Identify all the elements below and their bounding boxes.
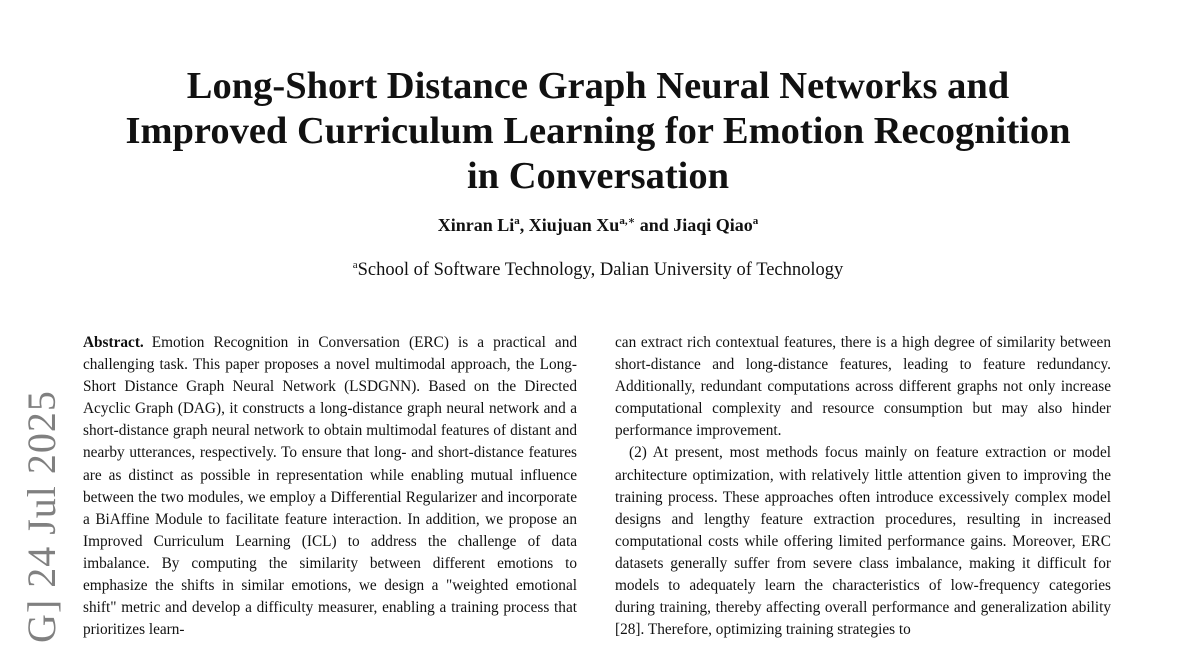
- affiliation-mark: a: [352, 258, 358, 271]
- author-affil-mark: a: [752, 215, 759, 227]
- body-paragraph: can extract rich contextual features, there is a high degree of similarity between short-distance and long-distance features, leading to feature redundancy. Additionally, redundant computations across different graphs not only increase computational complexity and resource consumption but may also hinder performance improvement.: [615, 334, 1111, 440]
- author-separator: ,: [519, 215, 529, 235]
- abstract: [83, 332, 577, 641]
- title-line: Long-Short Distance Graph Neural Networks and: [186, 65, 1010, 107]
- author-name: Xinran Li: [437, 215, 515, 235]
- right-column: [615, 332, 1111, 641]
- title-line: in Conversation: [466, 155, 730, 197]
- author-affil-mark: a,∗: [619, 215, 636, 227]
- title-line: Improved Curriculum Learning for Emotion Recognition: [125, 110, 1071, 152]
- author-list: [0, 212, 1196, 238]
- affiliation: [0, 256, 1196, 284]
- left-column: [83, 332, 577, 641]
- author-name: Jiaqi Qiao: [673, 215, 753, 235]
- abstract-label: Abstract.: [83, 334, 144, 351]
- affiliation-text: School of Software Technology, Dalian University of Technology: [357, 260, 844, 280]
- arxiv-stamp: G] 24 Jul 2025: [19, 390, 64, 643]
- author-name: Xiujuan Xu: [528, 215, 620, 235]
- body-paragraph: (2) At present, most methods focus mainly on feature extraction or model architecture optimization, with relatively little attention given to improving the training process. These approaches often introduce excessively complex model designs and lengthy feature extraction procedures, resulting in increased computational costs while offering limited performance gains. Moreover, ERC datasets generally suffer from severe class imbalance, making it difficult for models to adequately learn the characteristics of low-frequency categories during training, thereby affecting overall performance and generalization ability [28]. Therefore, optimizing training strategies to: [615, 444, 1111, 639]
- paper-title: [0, 64, 1196, 199]
- abstract-text: Emotion Recognition in Conversation (ERC) is a practical and challenging task. This paper proposes a novel multimodal approach, the Long-Short Distance Graph Neural Network (LSDGNN). Based on the Directed Acyclic Graph (DAG), it constructs a long-distance graph neural network and a short-distance graph neural network to obtain multimodal features of distant and nearby utterances, respectively. To ensure that long- and short-distance features are as distinct as possible in representation while enabling mutual influence between the two modules, we employ a Differential Regularizer and incorporate a BiAffine Module to facilitate feature interaction. In addition, we propose an Improved Curriculum Learning (ICL) to address the challenge of data imbalance. By computing the similarity between different emotions to emphasize the shifts in similar emotions, we design a "weighted emotional shift" metric and develop a difficulty measurer, enabling a training process that prioritizes learn-: [83, 334, 577, 639]
- author-separator: and: [635, 215, 674, 235]
- author-affil-mark: a: [514, 215, 520, 227]
